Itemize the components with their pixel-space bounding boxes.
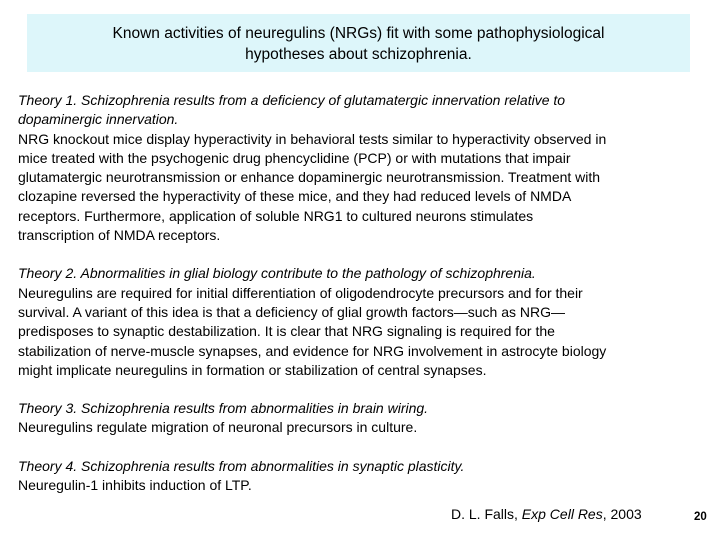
slide-body [18,91,698,514]
theory-2-heading: Theory 2. Abnormalities in glial biology contribute to the pathology of schizophrenia. [18,265,536,282]
theory-1-body-line: receptors. Furthermore, application of soluble NRG1 to cultured neurons stimulates [18,207,534,224]
citation [451,505,642,523]
theory-2-paragraph [18,264,698,380]
page-number: 20 [694,511,707,523]
theory-3-paragraph [18,399,698,438]
theory-1-body-line: clozapine reversed the hyperactivity of these mice, and they had reduced levels of NMDA [18,188,572,205]
theory-1-paragraph [18,91,698,245]
theory-1-heading-line-2: dopaminergic innervation. [18,111,179,128]
theory-1-body-line: mice treated with the psychogenic drug phencyclidine (PCP) or with mutations that impair [18,149,571,166]
theory-2-body-line: might implicate neuregulins in formation or stabilization of central synapses. [18,361,487,378]
theory-2-body-line: predisposes to synaptic destabilization. It is clear that NRG signaling is required for the [18,323,555,340]
theory-1-body-line: glutamatergic neurotransmission or enhance dopaminergic neurotransmission. Treatment with [18,169,601,186]
theory-4-body-line: Neuregulin-1 inhibits induction of LTP. [18,477,252,494]
citation-year: , 2003 [602,506,642,522]
theory-2-body-line: stabilization of nerve-muscle synapses, and evidence for NRG involvement in astrocyte biology [18,342,607,359]
citation-author: D. L. Falls, [451,506,522,522]
theory-1-body-line: transcription of NMDA receptors. [18,227,221,244]
citation-journal: Exp Cell Res [521,506,603,522]
theory-4-heading: Theory 4. Schizophrenia results from abnormalities in synaptic plasticity. [18,457,465,474]
theory-3-body-line: Neuregulins regulate migration of neuronal precursors in culture. [18,419,418,436]
slide-title-box [27,14,690,72]
theory-1-body-line: NRG knockout mice display hyperactivity in behavioral tests similar to hyperactivity observed in [18,130,607,147]
theory-2-body-line: Neuregulins are required for initial differentiation of oligodendrocyte precursors and for their [18,284,583,301]
theory-3-heading: Theory 3. Schizophrenia results from abnormalities in brain wiring. [18,400,429,417]
slide-title-line-1: Known activities of neuregulins (NRGs) fit with some pathophysiological [112,25,605,42]
slide-title-line-2: hypotheses about schizophrenia. [245,46,472,63]
theory-1-heading-line-1: Theory 1. Schizophrenia results from a deficiency of glutamatergic innervation relative to [18,92,566,108]
theory-4-paragraph [18,457,698,496]
theory-2-body-line: survival. A variant of this idea is that a deficiency of glial growth factors—such as NRG— [18,303,566,320]
